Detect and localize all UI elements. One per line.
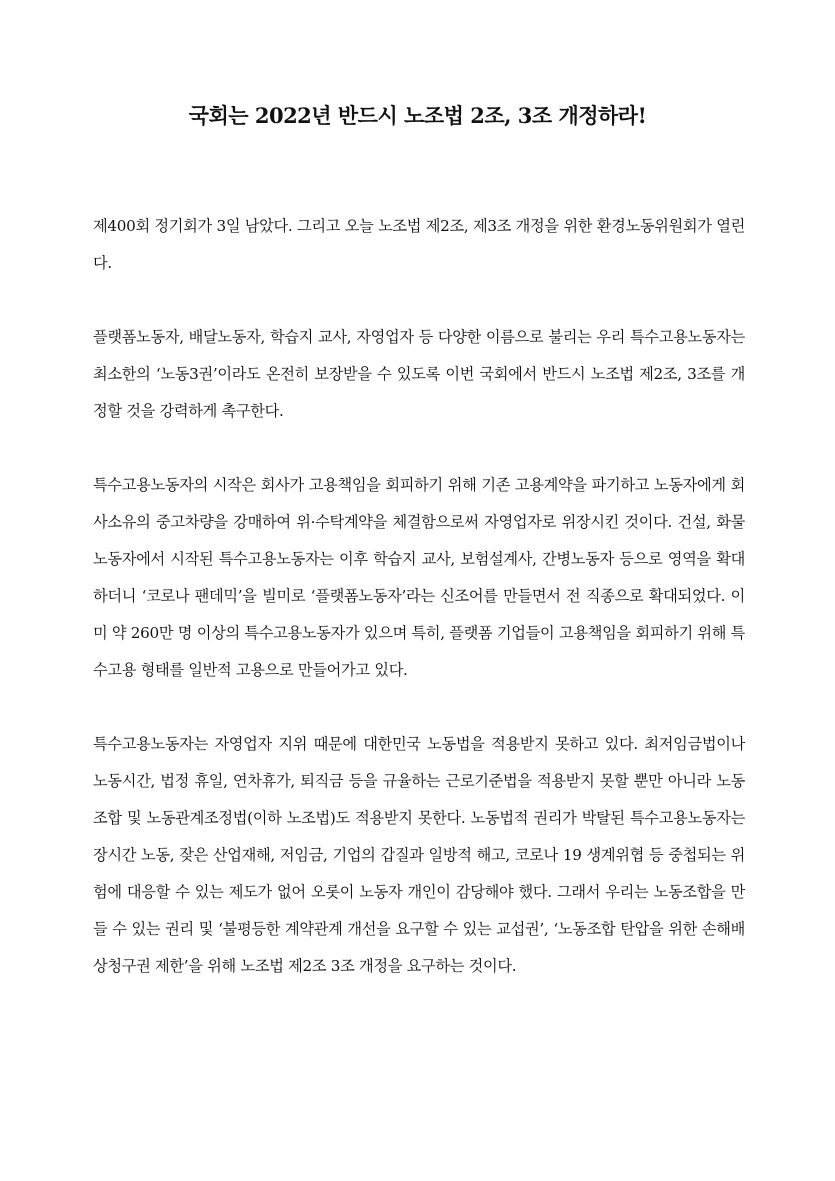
paragraph-1: 제400회 정기회가 3일 남았다. 그리고 오늘 노조법 제2조, 제3조 개정을 위한 환경노동위원회가 열린다.: [93, 217, 745, 272]
paragraph-4: 특수고용노동자는 자영업자 지위 때문에 대한민국 노동법을 적용받지 못하고 있다. 최저임금법이나 노동시간, 법정 휴일, 연차휴가, 퇴직금 등을 규율하는 근로기준법을 적용받지 못할 뿐만 아니라 노동조합 및 노동관계조정법(이하 노조법)도 적용받지 못한다. 노동법적 권리가 박탈된 특수고용노동자는 장시간 노동, 잦은 산업재해, 저임금, 기업의 갑질과 일방적 해고, 코로나 19 생계위협 등 중첩되는 위험에 대응할 수 있는 제도가 없어 오롯이 노동자 개인이 감당해야 했다. 그래서 우리는 노동조합을 만들 수 있는 권리 및 ‘불평등한 계약관계 개선을 요구할 수 있는 교섭권’, ‘노동조합 탄압을 위한 손해배상청구권 제한’을 위해 노조법 제2조 3조 개정을 요구하는 것이다.: [93, 735, 745, 975]
paragraph-2: 플랫폼노동자, 배달노동자, 학습지 교사, 자영업자 등 다양한 이름으로 불리는 우리 특수고용노동자는 최소한의 ‘노동3권’이라도 온전히 보장받을 수 있도록 이번 국회에서 반드시 노조법 제2조, 3조를 개정할 것을 강력하게 촉구한다.: [93, 328, 745, 420]
document-body: [93, 208, 745, 1022]
paragraph-3: 특수고용노동자의 시작은 회사가 고용책임을 회피하기 위해 기존 고용계약을 파기하고 노동자에게 회사소유의 중고차량을 강매하여 위·수탁계약을 체결함으로써 자영업자로 위장시킨 것이다. 건설, 화물노동자에서 시작된 특수고용노동자는 이후 학습지 교사, 보험설계사, 간병노동자 등으로 영역을 확대하더니 ‘코로나 팬데믹’을 빌미로 ‘플랫폼노동자’라는 신조어를 만들면서 전 직종으로 확대되었다. 이미 약 260만 명 이상의 특수고용노동자가 있으며 특히, 플랫폼 기업들이 고용책임을 회피하기 위해 특수고용 형태를 일반적 고용으로 만들어가고 있다.: [93, 476, 745, 679]
document-title: 국회는 2022년 반드시 노조법 2조, 3조 개정하라!: [188, 103, 647, 128]
